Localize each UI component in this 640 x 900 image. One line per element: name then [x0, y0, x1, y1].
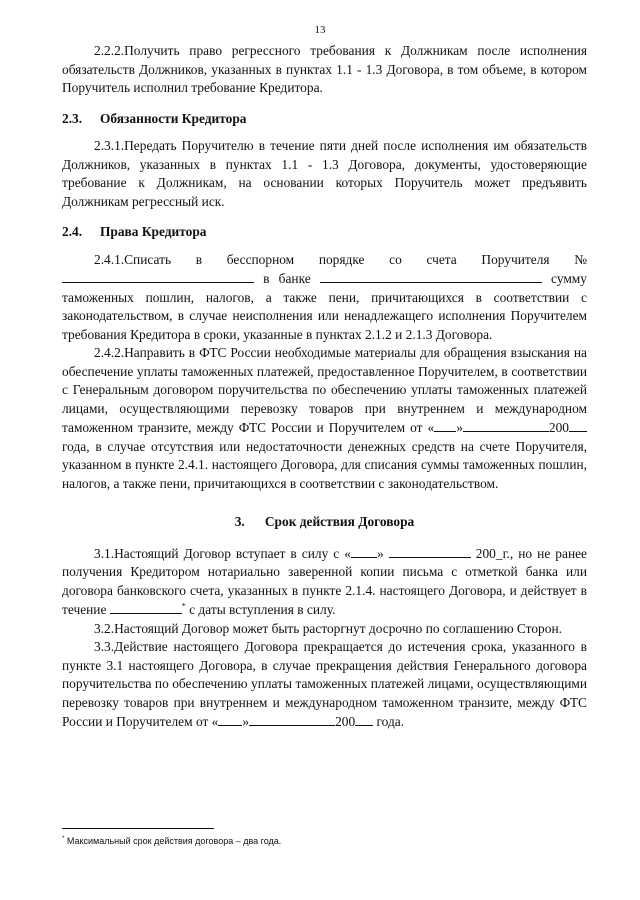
heading-3-title: Срок действия Договора	[264, 514, 415, 529]
heading-2-3-title: Обязанности Кредитора	[100, 110, 247, 126]
heading-2-3	[62, 110, 587, 129]
clause-3-2: 3.2.Настоящий Договор может быть расторгнут досрочно по соглашению Сторон.	[94, 620, 562, 636]
day-blank	[434, 418, 456, 432]
clause-2-4-2-text-a: 2.4.2.Направить в ФТС России необходимые материалы для обращения взыскания на обеспечение уплаты таможенных платежей, предоставленное Поручителем, в соответствии с Генеральным договором поручительства по обеспечению уплаты таможенных платежей лицами, осуществляющими перевозку товаров при внутреннем и международном таможенном транзите, между ФТС России и Поручителем от «	[62, 345, 587, 435]
heading-3	[62, 513, 587, 532]
clause-3-3-text-b: »	[242, 714, 250, 729]
clause-3-3-text-c: 200	[335, 714, 356, 729]
document-body	[62, 42, 587, 732]
clause-3-3	[62, 638, 587, 732]
footnote-text: Максимальный срок действия договора – два года.	[66, 836, 282, 846]
clause-2-2-2: 2.2.2.Получить право регрессного требования к Должникам после исполнения обязательств Должников, указанных в пунктах 1.1 - 1.3 Договора, в том объеме, в котором Поручитель исполнил требование Кредитора.	[62, 43, 587, 95]
year-blank	[569, 418, 587, 432]
bank-name-blank	[320, 269, 542, 283]
clause-3-3-text-a: 3.3.Действие настоящего Договора прекращается до истечения срока, указанного в пункте 3.1 настоящего Договора, в случае прекращения действия Генерального договора поручительства по обеспечению уплаты таможенных платежей лицами, осуществляющими перевозку товаров при внутреннем и международном таможенном транзите, между ФТС России и Поручителем от «	[62, 639, 587, 729]
clause-3-1-text-c: 200_г., но не ранее получения Кредитором нотариально заверенной копии письма с отметкой банка или договора банковского счета, указанных в пункте 2.1.4. настоящего Договора, и действует в течение	[62, 545, 587, 617]
page-number: 13	[314, 24, 326, 36]
end-day-blank	[218, 712, 242, 726]
start-month-blank	[389, 544, 471, 558]
heading-2-4-title: Права Кредитора	[100, 224, 207, 239]
heading-2-4	[62, 223, 587, 242]
heading-3-number: 3.	[234, 514, 245, 529]
clause-2-4-2-text-d: года, в случае отсутствия или недостаточности денежных средств на счете Поручителя, указанном в пункте 2.4.1. настоящего Договора, для списания суммы таможенных пошлин, налогов, а также пени, причитающихся в соответствии с законодательством.	[62, 438, 587, 491]
heading-2-4-number: 2.4.	[62, 224, 83, 239]
clause-3-1	[62, 544, 587, 620]
footnote	[62, 836, 587, 846]
end-year-blank	[355, 712, 373, 726]
clause-3-3-text-d: года.	[376, 714, 405, 729]
clause-2-4-1	[62, 251, 587, 345]
clause-2-4-1-text-a: 2.4.1.Списать в бесспорном порядке со счета Поручителя №	[94, 251, 587, 267]
clause-2-4-2-text-c: 200	[548, 420, 569, 435]
clause-2-4-2-text-b: »	[456, 420, 463, 435]
footnote-star: *	[62, 836, 65, 842]
clause-2-4-1-text-b: в банке	[263, 271, 311, 286]
footnote-marker: *	[181, 601, 186, 611]
clause-3-1-text-a: 3.1.Настоящий Договор вступает в силу с «	[94, 545, 351, 561]
clause-3-1-text-d: с даты вступления в силу.	[189, 602, 336, 617]
clause-2-3-1: 2.3.1.Передать Поручителю в течение пяти дней после исполнения им обязательств Должников, указанных в пунктах 1.1 - 1.3 Договора, документы, удостоверяющие требование к Должникам, на основании которых Поручитель может предъявить Должникам регрессный иск.	[62, 138, 587, 209]
start-day-blank	[351, 544, 377, 558]
clause-2-4-2	[62, 344, 587, 493]
footnote-divider	[62, 828, 214, 829]
month-blank	[463, 418, 549, 432]
heading-2-3-number: 2.3.	[62, 110, 83, 126]
account-number-blank	[62, 269, 254, 283]
clause-3-1-text-b: »	[376, 545, 384, 561]
clause-2-4-1-text-c: сумму таможенных пошлин, налогов, а также пени, причитающихся в соответствии с законодательством, в случае неисполнения или ненадлежащего исполнения Поручителем требования Кредитора в сроки, указанные в пунктах 2.1.2 и 2.1.3 Договора.	[62, 271, 587, 342]
end-month-blank	[249, 712, 335, 726]
term-blank	[110, 600, 182, 614]
